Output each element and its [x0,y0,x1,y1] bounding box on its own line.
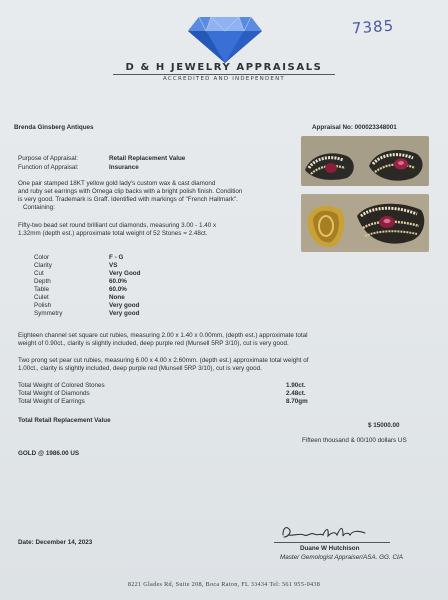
grading-value: None [109,294,125,301]
grading-label: Culet [34,294,49,301]
grading-label: Clarity [34,262,52,269]
appraiser-name: Duane W Hutchison [300,545,360,552]
description-line: One pair stamped 18KT yellow gold lady's custom wax & cast diamond [18,180,216,187]
grading-label: Cut [34,270,44,277]
grading-value: 60.0% [109,278,127,285]
grading-value: 60.0% [109,286,127,293]
grading-value: F - G [109,254,124,261]
total-label: Total Weight of Diamonds [18,390,90,397]
grading-label: Depth [34,278,51,285]
description-line: and ruby set earrings with Omega clip backs with a bright polish finish. Condition [18,188,243,195]
purpose-value: Retail Replacement Value [109,155,186,162]
pear-rubies-description-line: 1.00ct., clarity is slightly included, deep purple red (Munsell 5RP 3/10), cut is very good. [18,365,262,372]
function-value: Insurance [109,164,139,171]
purpose-label: Purpose of Appraisal: [18,155,78,162]
gold-price: GOLD @ 1986.00 US [18,450,80,457]
appraisal-number: Appraisal No: 000023348001 [312,124,397,131]
footer-address: 8221 Glades Rd, Suite 208, Boca Raton, FL 33434 Tel: 561 955-0438 [127,581,321,588]
total-value-amount: $ 15000.00 [368,422,400,429]
rubies-description [18,332,307,348]
total-value: 1.90ct. [286,382,306,389]
grading-label: Color [34,254,50,261]
rubies-description-line: weight of 0.90ct., clarity is slightly included, deep purple red (Munsell 5RP 3/10), cut is very good. [18,340,289,347]
diamonds-description-line: 1.32mm (depth est.) approximate total weight of 52 Stones = 2.48ct. [18,230,208,237]
diamond-icon [187,14,263,64]
description-line: Containing: [23,204,55,211]
total-value-label: Total Retail Replacement Value [18,417,111,424]
grading-value: VS [109,262,118,269]
pear-rubies-description-line: Two prong set pear cut rubies, measuring 6.00 x 4.00 x 2.60mm. (depth est.) approximate total weight of [18,357,309,364]
rubies-description-line: Eighteen channel set square cut rubies, measuring 2.00 x 1.40 x 0.00mm, (depth est.) approximate total [18,332,308,339]
appraisal-date: Date: December 14, 2023 [18,539,93,546]
appraiser-title: Master Gemologist Appraiser/ASA. GG. CIA [280,554,403,561]
grading-label: Symmetry [34,310,63,317]
earrings-photo-bottom [301,194,429,252]
grading-value: Very Good [109,270,141,277]
description-line: is very good. Trademark is Graff. Identified with markings of "French Hallmark". [18,196,238,203]
description-paragraph [18,180,242,212]
grading-value: Very good [109,310,140,317]
company-name: D & H JEWELRY APPRAISALS [125,62,323,73]
signature-line [274,542,390,543]
grading-label: Polish [34,302,52,309]
signature [280,523,368,541]
function-label: Function of Appraisal: [18,164,79,171]
client-name: Brenda Ginsberg Antiques [14,124,94,131]
earrings-photo-top [301,136,429,186]
letterhead-divider [113,74,335,75]
total-label: Total Weight of Colored Stones [18,382,105,389]
grading-value: Very good [109,302,140,309]
pear-rubies-description [18,357,309,373]
company-tagline: ACCREDITED AND INDEPENDENT [163,76,285,82]
diamonds-description-line: Fifty-two bead set round brilliant cut diamonds, measuring 3.00 - 1.40 x [18,222,217,229]
total-value: 8.70gm [286,398,308,405]
diamonds-description [18,222,216,238]
total-label: Total Weight of Earrings [18,398,85,405]
total-value-words: Fifteen thousand & 00/100 dollars US [302,437,407,444]
handwritten-reference-number: 7385 [351,16,395,38]
grading-label: Table [34,286,50,293]
total-value: 2.48ct. [286,390,306,397]
